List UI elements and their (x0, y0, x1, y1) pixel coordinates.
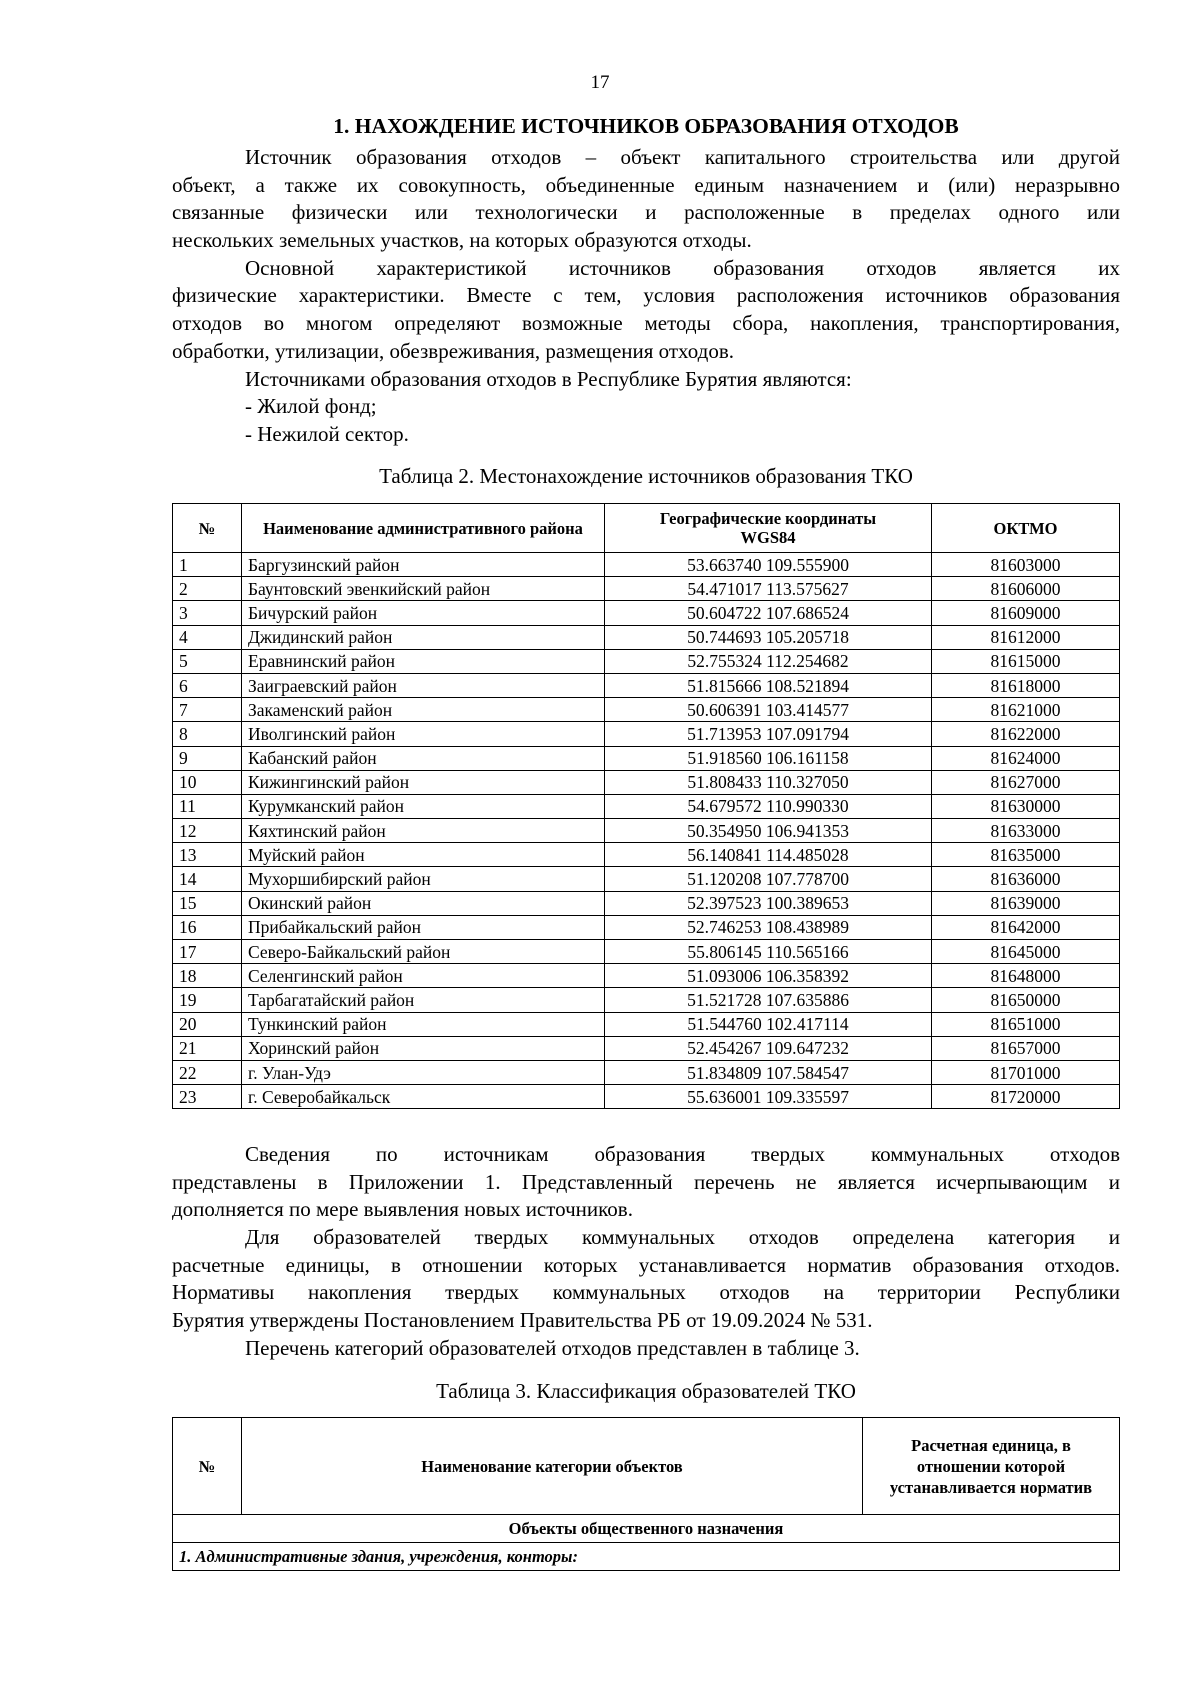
coordinates: 52.755324 112.254682 (605, 649, 932, 673)
coordinates: 51.918560 106.161158 (605, 746, 932, 770)
col-header-category: Наименование категории объектов (242, 1418, 863, 1515)
coordinates: 51.544760 102.417114 (605, 1012, 932, 1036)
table-row (173, 819, 1120, 843)
row-number: 16 (173, 915, 242, 939)
oktmo-code: 81651000 (932, 1012, 1120, 1036)
coordinates: 51.815666 108.521894 (605, 673, 932, 697)
table-row (173, 891, 1120, 915)
table-subsection-row (173, 1543, 1120, 1571)
text-line: Нормативы накопления твердых коммунальных отходов на территории Республики (172, 1280, 1120, 1305)
district-name: Окинский район (242, 891, 605, 915)
coordinates: 52.397523 100.389653 (605, 891, 932, 915)
oktmo-code: 81657000 (932, 1036, 1120, 1060)
district-name: Заиграевский район (242, 673, 605, 697)
row-number: 6 (173, 673, 242, 697)
subsection-label: 1. Административные здания, учреждения, конторы: (173, 1543, 1120, 1571)
text-line: физические характеристики. Вместе с тем, условия расположения источников образования (172, 283, 1120, 308)
district-name: Баунтовский эвенкийский район (242, 577, 605, 601)
row-number: 23 (173, 1085, 242, 1109)
table-row (173, 867, 1120, 891)
district-name: Селенгинский район (242, 964, 605, 988)
table-row (173, 770, 1120, 794)
table-row (173, 601, 1120, 625)
table3-caption: Таблица 3. Классификация образователей ТКО (436, 1379, 856, 1403)
oktmo-code: 81648000 (932, 964, 1120, 988)
table-row (173, 843, 1120, 867)
table2-caption: Таблица 2. Местонахождение источников образования ТКО (379, 464, 913, 488)
oktmo-code: 81615000 (932, 649, 1120, 673)
coordinates: 56.140841 114.485028 (605, 843, 932, 867)
row-number: 9 (173, 746, 242, 770)
table-row (173, 722, 1120, 746)
table-row (173, 915, 1120, 939)
section-heading: 1. НАХОЖДЕНИЕ ИСТОЧНИКОВ ОБРАЗОВАНИЯ ОТХОДОВ (333, 114, 959, 138)
oktmo-code: 81612000 (932, 625, 1120, 649)
row-number: 22 (173, 1060, 242, 1084)
oktmo-code: 81624000 (932, 746, 1120, 770)
coordinates: 53.663740 109.555900 (605, 553, 932, 577)
oktmo-code: 81701000 (932, 1060, 1120, 1084)
coordinates: 51.521728 107.635886 (605, 988, 932, 1012)
district-name: Джидинский район (242, 625, 605, 649)
row-number: 3 (173, 601, 242, 625)
col-header-district: Наименование административного района (242, 504, 605, 553)
district-name: Кяхтинский район (242, 819, 605, 843)
coordinates: 50.744693 105.205718 (605, 625, 932, 649)
text-line: - Нежилой сектор. (245, 421, 409, 446)
intro-text (172, 144, 1120, 449)
row-number: 10 (173, 770, 242, 794)
row-number: 5 (173, 649, 242, 673)
row-number: 15 (173, 891, 242, 915)
oktmo-code: 81642000 (932, 915, 1120, 939)
row-number: 18 (173, 964, 242, 988)
coordinates: 51.834809 107.584547 (605, 1060, 932, 1084)
oktmo-code: 81636000 (932, 867, 1120, 891)
text-line: Сведения по источникам образования твердых коммунальных отходов (245, 1142, 1120, 1166)
row-number: 2 (173, 577, 242, 601)
text-line: дополняется по мере выявления новых источников. (172, 1197, 633, 1222)
col-header-coordinates: Географические координаты WGS84 (605, 504, 932, 553)
table-row (173, 1036, 1120, 1060)
table-row (173, 649, 1120, 673)
oktmo-code: 81618000 (932, 673, 1120, 697)
district-name: Прибайкальский район (242, 915, 605, 939)
oktmo-code: 81609000 (932, 601, 1120, 625)
district-name: Бичурский район (242, 601, 605, 625)
text-line: обработки, утилизации, обезвреживания, размещения отходов. (172, 338, 735, 363)
coordinates: 52.746253 108.438989 (605, 915, 932, 939)
coordinates: 51.120208 107.778700 (605, 867, 932, 891)
oktmo-code: 81650000 (932, 988, 1120, 1012)
page-number: 17 (590, 72, 610, 93)
row-number: 8 (173, 722, 242, 746)
row-number: 14 (173, 867, 242, 891)
coordinates: 50.604722 107.686524 (605, 601, 932, 625)
oktmo-code: 81635000 (932, 843, 1120, 867)
text-line: - Жилой фонд; (245, 394, 377, 419)
district-name: Кижингинский район (242, 770, 605, 794)
district-name: Кабанский район (242, 746, 605, 770)
table-row (173, 1012, 1120, 1036)
text-line: представлены в Приложении 1. Представленный перечень не является исчерпывающим и (172, 1169, 1120, 1194)
district-name: Курумканский район (242, 794, 605, 818)
oktmo-code: 81606000 (932, 577, 1120, 601)
district-name: Тарбагатайский район (242, 988, 605, 1012)
text-line: Бурятия утверждены Постановлением Правительства РБ от 19.09.2024 № 531. (172, 1308, 873, 1333)
table-row (173, 988, 1120, 1012)
section-label: Объекты общественного назначения (173, 1515, 1120, 1543)
district-name: Иволгинский район (242, 722, 605, 746)
text-line: Для образователей твердых коммунальных отходов определена категория и (245, 1225, 1120, 1250)
district-name: Еравнинский район (242, 649, 605, 673)
table-row (173, 698, 1120, 722)
table-row (173, 794, 1120, 818)
text-line: расчетные единицы, в отношении которых устанавливается норматив образования отходов. (172, 1252, 1120, 1277)
sources-text (172, 1141, 1120, 1363)
table-row (173, 553, 1120, 577)
row-number: 12 (173, 819, 242, 843)
coordinates: 52.454267 109.647232 (605, 1036, 932, 1060)
row-number: 13 (173, 843, 242, 867)
table-row (173, 940, 1120, 964)
row-number: 19 (173, 988, 242, 1012)
oktmo-code: 81622000 (932, 722, 1120, 746)
table-row (173, 673, 1120, 697)
row-number: 7 (173, 698, 242, 722)
coordinates: 50.354950 106.941353 (605, 819, 932, 843)
coordinates: 51.093006 106.358392 (605, 964, 932, 988)
oktmo-code: 81621000 (932, 698, 1120, 722)
text-line: отходов во многом определяют возможные методы сбора, накопления, транспортирования, (172, 311, 1120, 336)
table-row (173, 625, 1120, 649)
oktmo-code: 81603000 (932, 553, 1120, 577)
coordinates: 51.808433 110.327050 (605, 770, 932, 794)
coordinates: 54.471017 113.575627 (605, 577, 932, 601)
row-number: 21 (173, 1036, 242, 1060)
district-name: Хоринский район (242, 1036, 605, 1060)
text-line: Источниками образования отходов в Республике Бурятия являются: (245, 366, 852, 391)
table-row (173, 577, 1120, 601)
text-line: Источник образования отходов – объект капитального строительства или другой (245, 145, 1120, 169)
col-header-oktmo: ОКТМО (932, 504, 1120, 553)
table-row (173, 746, 1120, 770)
coordinates: 50.606391 103.414577 (605, 698, 932, 722)
oktmo-code: 81630000 (932, 794, 1120, 818)
district-name: Муйский район (242, 843, 605, 867)
oktmo-code: 81627000 (932, 770, 1120, 794)
row-number: 17 (173, 940, 242, 964)
district-name: Баргузинский район (242, 553, 605, 577)
col-header-unit: Расчетная единица, в отношении которой устанавливается норматив (863, 1418, 1120, 1515)
coordinates: 55.806145 110.565166 (605, 940, 932, 964)
district-name: г. Улан-Удэ (242, 1060, 605, 1084)
text-line: объект, а также их совокупность, объединенные единым назначением и (или) неразрывно (172, 172, 1120, 197)
coordinates: 51.713953 107.091794 (605, 722, 932, 746)
table2-district-locations (172, 503, 1120, 1109)
district-name: Закаменский район (242, 698, 605, 722)
district-name: Северо-Байкальский район (242, 940, 605, 964)
oktmo-code: 81720000 (932, 1085, 1120, 1109)
district-name: г. Северобайкальск (242, 1085, 605, 1109)
oktmo-code: 81639000 (932, 891, 1120, 915)
table-row (173, 964, 1120, 988)
text-line: нескольких земельных участков, на которых образуются отходы. (172, 228, 752, 253)
oktmo-code: 81645000 (932, 940, 1120, 964)
table3-generator-classification (172, 1417, 1120, 1571)
col-header-number: № (173, 504, 242, 553)
coordinates: 55.636001 109.335597 (605, 1085, 932, 1109)
oktmo-code: 81633000 (932, 819, 1120, 843)
text-line: Перечень категорий образователей отходов представлен в таблице 3. (245, 1335, 860, 1360)
row-number: 20 (173, 1012, 242, 1036)
district-name: Мухоршибирский район (242, 867, 605, 891)
text-line: связанные физически или технологически и расположенные в пределах одного или (172, 200, 1120, 225)
table-row (173, 1060, 1120, 1084)
row-number: 11 (173, 794, 242, 818)
coordinates: 54.679572 110.990330 (605, 794, 932, 818)
table-row (173, 1085, 1120, 1109)
col-header-number: № (173, 1418, 242, 1515)
text-line: Основной характеристикой источников образования отходов является их (245, 255, 1120, 280)
row-number: 4 (173, 625, 242, 649)
district-name: Тункинский район (242, 1012, 605, 1036)
table-section-row (173, 1515, 1120, 1543)
row-number: 1 (173, 553, 242, 577)
